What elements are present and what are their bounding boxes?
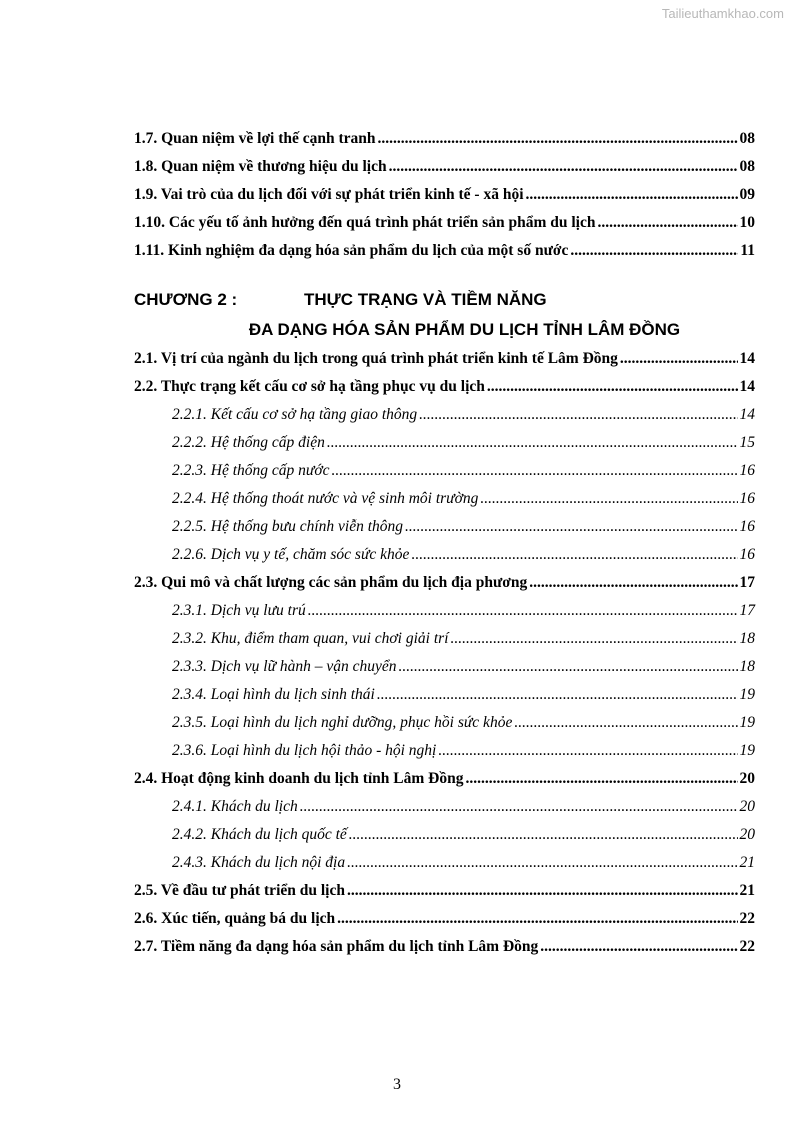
toc-entry[interactable]	[134, 742, 755, 770]
toc-entry-page: 20	[739, 770, 755, 787]
toc-leader-dots	[337, 910, 737, 928]
toc-entry[interactable]	[134, 938, 755, 966]
toc-leader-dots	[308, 602, 738, 620]
toc-entry-page: 08	[739, 158, 755, 175]
toc-leader-dots	[480, 490, 737, 508]
toc-leader-dots	[347, 854, 737, 872]
toc-entry[interactable]	[134, 882, 755, 910]
toc-entry-page: 16	[739, 462, 755, 479]
toc-entry[interactable]	[134, 574, 755, 602]
toc-entry[interactable]	[134, 350, 755, 378]
toc-entry-label: 2.7. Tiềm năng đa dạng hóa sản phẩm du lịch tỉnh Lâm Đồng	[134, 938, 539, 955]
toc-entry-label: 2.5. Về đầu tư phát triển du lịch	[134, 882, 345, 899]
toc-entry[interactable]	[134, 714, 755, 742]
toc-entry-label: 2.4.3. Khách du lịch nội địa	[172, 854, 346, 871]
toc-entry-label: 2.2.5. Hệ thống bưu chính viễn thông	[172, 518, 404, 535]
toc-section-chapter-2	[134, 350, 755, 966]
toc-entry-page: 14	[739, 378, 755, 395]
toc-leader-dots	[451, 630, 738, 648]
toc-entry-page: 10	[739, 214, 755, 231]
toc-entry-label: 2.4.2. Khách du lịch quốc tế	[172, 826, 347, 843]
toc-leader-dots	[347, 882, 738, 900]
toc-leader-dots	[405, 518, 737, 536]
toc-entry-page: 22	[739, 938, 755, 955]
toc-entry-page: 14	[739, 350, 755, 367]
toc-entry-label: 1.7. Quan niệm về lợi thế cạnh tranh	[134, 130, 376, 147]
toc-entry[interactable]	[134, 462, 755, 490]
toc-entry-page: 16	[739, 490, 755, 507]
toc-leader-dots	[389, 158, 738, 176]
toc-entry-label: 2.3.4. Loại hình du lịch sinh thái	[172, 686, 375, 703]
toc-entry-page: 16	[739, 546, 755, 563]
toc-leader-dots	[526, 186, 738, 204]
toc-entry[interactable]	[134, 518, 755, 546]
toc-entry[interactable]	[134, 686, 755, 714]
toc-entry[interactable]	[134, 798, 755, 826]
chapter-title-line1: THỰC TRẠNG VÀ TIỀM NĂNG	[304, 290, 547, 309]
toc-entry-label: 2.3.5. Loại hình du lịch nghỉ dưỡng, phục hồi sức khỏe	[172, 714, 513, 731]
table-of-contents	[134, 130, 755, 966]
toc-leader-dots	[540, 938, 737, 956]
toc-entry-page: 09	[739, 186, 755, 203]
toc-entry-page: 20	[739, 826, 755, 843]
toc-entry[interactable]	[134, 770, 755, 798]
toc-entry[interactable]	[134, 630, 755, 658]
toc-entry[interactable]	[134, 434, 755, 462]
toc-leader-dots	[529, 574, 737, 592]
toc-entry-label: 2.2.3. Hệ thống cấp nước	[172, 462, 330, 479]
toc-entry-page: 22	[739, 910, 755, 927]
toc-entry-page: 21	[739, 854, 755, 871]
toc-entry-label: 2.3.2. Khu, điểm tham quan, vui chơi giải trí	[172, 630, 449, 647]
toc-entry-label: 2.4.1. Khách du lịch	[172, 798, 298, 815]
toc-entry[interactable]	[134, 406, 755, 434]
toc-entry-page: 18	[739, 630, 755, 647]
toc-entry-label: 2.3. Qui mô và chất lượng các sản phẩm du lịch địa phương	[134, 574, 528, 591]
toc-entry-page: 11	[740, 242, 755, 259]
toc-entry-page: 19	[739, 686, 755, 703]
toc-entry[interactable]	[134, 186, 755, 214]
toc-entry-label: 2.2.2. Hệ thống cấp điện	[172, 434, 325, 451]
toc-entry[interactable]	[134, 910, 755, 938]
toc-entry-label: 1.8. Quan niệm về thương hiệu du lịch	[134, 158, 387, 175]
toc-entry-label: 2.6. Xúc tiến, quảng bá du lịch	[134, 910, 336, 927]
toc-leader-dots	[487, 378, 738, 396]
toc-leader-dots	[411, 546, 737, 564]
watermark: Tailieuthamkhao.com	[661, 6, 784, 21]
toc-entry-label: 1.10. Các yếu tố ảnh hưởng đến quá trình phát triển sản phẩm du lịch	[134, 214, 596, 231]
toc-entry-page: 19	[739, 714, 755, 731]
chapter-title-line2: ĐA DẠNG HÓA SẢN PHẨM DU LỊCH TỈNH LÂM ĐỒNG	[248, 320, 681, 339]
toc-leader-dots	[332, 462, 738, 480]
toc-leader-dots	[300, 798, 738, 816]
toc-entry-page: 19	[739, 742, 755, 759]
toc-entry-page: 21	[739, 882, 755, 899]
toc-entry[interactable]	[134, 546, 755, 574]
toc-leader-dots	[514, 714, 737, 732]
toc-entry-label: 1.11. Kinh nghiệm đa dạng hóa sản phẩm du lịch của một số nước	[134, 242, 569, 259]
chapter-heading	[134, 290, 755, 320]
toc-entry-label: 1.9. Vai trò của du lịch đối với sự phát triển kinh tế - xã hội	[134, 186, 524, 203]
toc-leader-dots	[620, 350, 738, 368]
toc-entry[interactable]	[134, 158, 755, 186]
toc-entry[interactable]	[134, 130, 755, 158]
toc-entry-page: 08	[739, 130, 755, 147]
chapter-number: CHƯƠNG 2 :	[134, 290, 238, 309]
toc-entry-label: 2.2.4. Hệ thống thoát nước và vệ sinh môi trường	[172, 490, 479, 507]
toc-entry-page: 17	[739, 602, 755, 619]
toc-leader-dots	[438, 742, 737, 760]
toc-leader-dots	[597, 214, 737, 232]
toc-entry-label: 2.1. Vị trí của ngành du lịch trong quá trình phát triển kinh tế Lâm Đồng	[134, 350, 618, 367]
toc-entry-page: 18	[739, 658, 755, 675]
toc-entry-page: 14	[739, 406, 755, 423]
toc-entry-label: 2.3.3. Dịch vụ lữ hành – vận chuyển	[172, 658, 397, 675]
toc-leader-dots	[570, 242, 738, 260]
toc-leader-dots	[466, 770, 738, 788]
toc-section-top	[134, 130, 755, 270]
toc-entry-label: 2.2.6. Dịch vụ y tế, chăm sóc sức khỏe	[172, 546, 410, 563]
page-number: 3	[393, 1076, 401, 1093]
toc-entry[interactable]	[134, 490, 755, 518]
toc-entry-label: 2.2.1. Kết cấu cơ sở hạ tầng giao thông	[172, 406, 418, 423]
toc-entry-label: 2.3.1. Dịch vụ lưu trú	[172, 602, 306, 619]
toc-entry[interactable]	[134, 214, 755, 242]
toc-entry[interactable]	[134, 658, 755, 686]
toc-entry-page: 20	[739, 798, 755, 815]
toc-entry-page: 17	[739, 574, 755, 591]
toc-leader-dots	[349, 826, 738, 844]
toc-leader-dots	[419, 406, 737, 424]
toc-leader-dots	[377, 686, 738, 704]
toc-entry-label: 2.2. Thực trạng kết cấu cơ sở hạ tầng phục vụ du lịch	[134, 378, 485, 395]
toc-entry-page: 16	[739, 518, 755, 535]
toc-entry[interactable]	[134, 826, 755, 854]
toc-entry[interactable]	[134, 242, 755, 270]
toc-entry-label: 2.3.6. Loại hình du lịch hội thảo - hội nghị	[172, 742, 437, 759]
toc-leader-dots	[327, 434, 738, 452]
toc-entry[interactable]	[134, 378, 755, 406]
toc-leader-dots	[399, 658, 738, 676]
toc-entry-label: 2.4. Hoạt động kinh doanh du lịch tỉnh Lâm Đồng	[134, 770, 464, 787]
toc-entry[interactable]	[134, 602, 755, 630]
toc-leader-dots	[378, 130, 738, 148]
toc-entry[interactable]	[134, 854, 755, 882]
toc-entry-page: 15	[739, 434, 755, 451]
